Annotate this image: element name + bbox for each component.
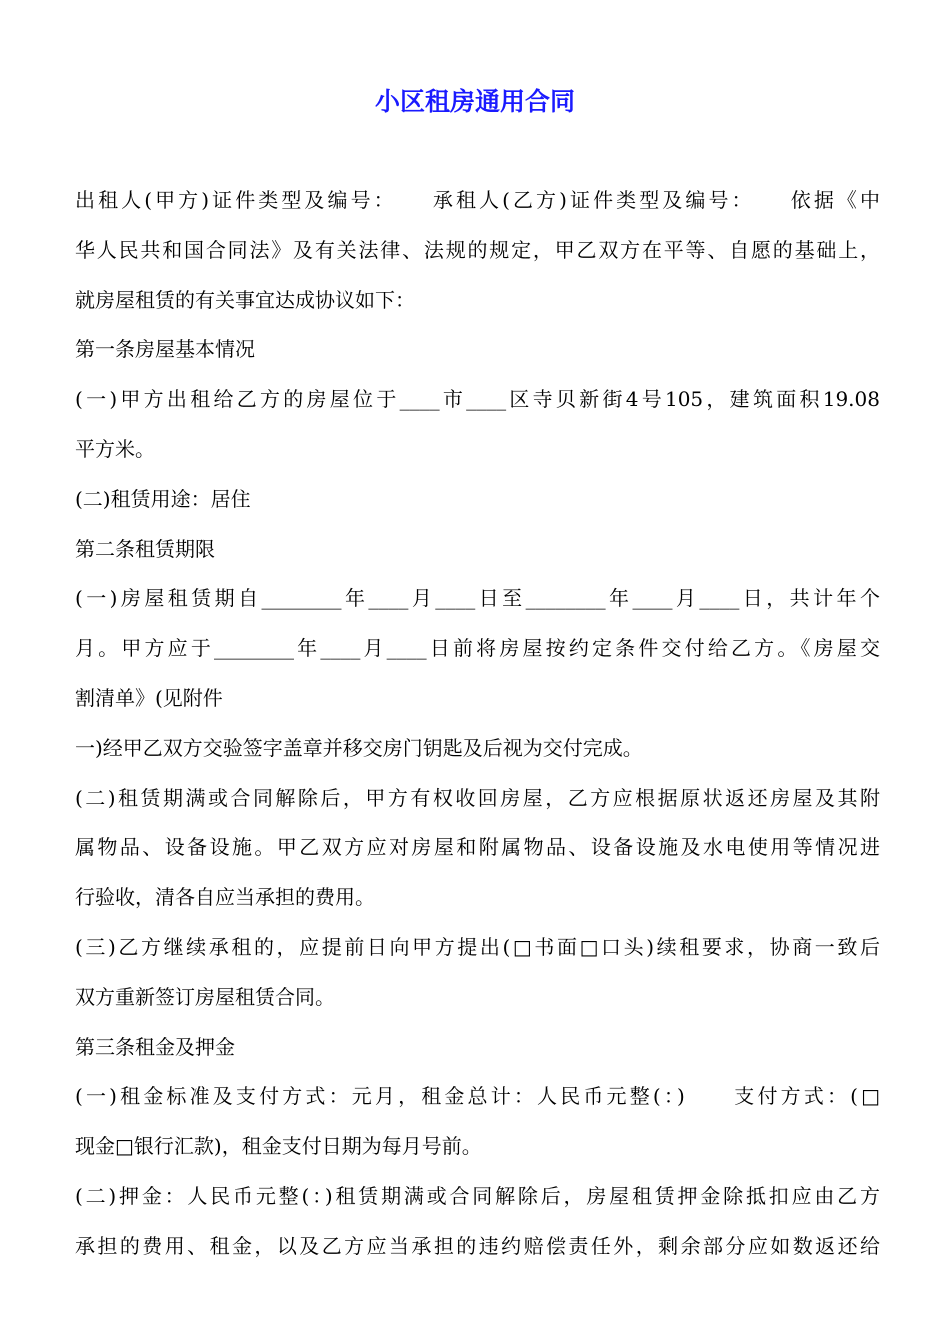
text-line: 就房屋租赁的有关事宜达成协议如下： — [75, 287, 415, 312]
text-line: 月。甲方应于________年____月____日前将房屋按约定条件交付给乙方。《房屋交 — [75, 636, 880, 661]
text-line: 承担的费用、租金，以及乙方应当承担的违约赔偿责任外，剩余部分应如数返还给 — [75, 1233, 880, 1258]
text-line: 第三条租金及押金 — [75, 1034, 235, 1059]
text-line: 平方米。 — [75, 436, 155, 461]
document-body — [75, 176, 880, 1272]
text-line: (一)甲方出租给乙方的房屋位于____市____区寺贝新街4号105，建筑面积19.08 — [75, 387, 880, 412]
text-line: (二)租赁期满或合同解除后，甲方有权收回房屋，乙方应根据原状返还房屋及其附 — [75, 785, 880, 810]
text-line: 第二条租赁期限 — [75, 536, 215, 561]
text-line: 现金□银行汇款)，租金支付日期为每月号前。 — [75, 1134, 482, 1159]
text-line: (一)房屋租赁期自________年____月____日至________年____月____日，共计年个 — [75, 586, 880, 611]
text-line: 属物品、设备设施。甲乙双方应对房屋和附属物品、设备设施及水电使用等情况进 — [75, 835, 880, 860]
text-line: 行验收，清各自应当承担的费用。 — [75, 885, 375, 910]
text-line: (一)租金标准及支付方式：元月，租金总计：人民币元整(：) 支付方式：(□ — [75, 1084, 880, 1109]
text-line: 出租人(甲方)证件类型及编号： 承租人(乙方)证件类型及编号： 依据《中 — [75, 188, 880, 212]
text-line: 一)经甲乙双方交验签字盖章并移交房门钥匙及后视为交付完成。 — [75, 735, 643, 760]
text-line: 华人民共和国合同法》及有关法律、法规的规定，甲乙双方在平等、自愿的基础上， — [75, 237, 880, 262]
text-line: (三)乙方继续承租的，应提前日向甲方提出(□书面□口头)续租要求，协商一致后 — [75, 934, 880, 959]
text-line: 第一条房屋基本情况 — [75, 337, 255, 362]
text-line: (二)租赁用途：居住 — [75, 486, 251, 511]
document-title: 小区租房通用合同 — [374, 87, 575, 116]
text-line: (二)押金：人民币元整(：)租赁期满或合同解除后，房屋租赁押金除抵扣应由乙方 — [75, 1183, 880, 1208]
text-line: 割清单》(见附件 — [75, 685, 223, 710]
text-line: 双方重新签订房屋租赁合同。 — [75, 984, 335, 1009]
